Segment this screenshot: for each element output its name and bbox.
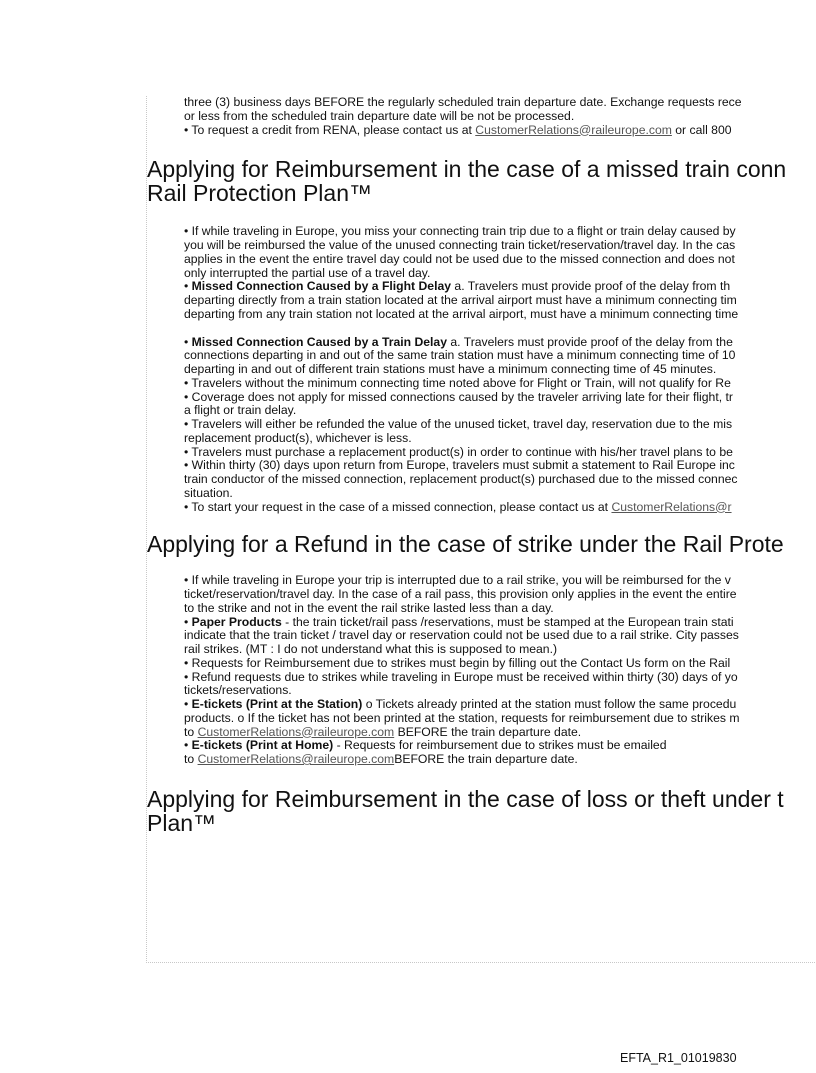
bold-term: E-tickets (Print at Home): [191, 738, 334, 753]
text-line: • If while traveling in Europe, you miss your connecting train trip due to a flight or train delay caused by: [184, 224, 736, 239]
text-run: BEFORE the train departure date.: [394, 724, 582, 739]
text-line: to the strike and not in the event the rail strike lasted less than a day.: [184, 600, 554, 615]
email-link[interactable]: CustomerRelations@raileurope.com: [475, 122, 672, 137]
strike-paragraph: [184, 574, 816, 767]
text-line: • Travelers must purchase a replacement product(s) in order to continue with his/her travel plans to be: [184, 444, 733, 459]
text-line: • Paper Products - the train ticket/rail pass /reservations, must be stamped at the European train stati: [184, 614, 734, 629]
section-heading-loss-theft: [147, 787, 816, 835]
intro-paragraph: [184, 96, 816, 137]
bold-term: Missed Connection Caused by a Train Delay: [191, 334, 447, 349]
missed-connection-paragraph: [184, 225, 816, 514]
text-line: departing from any train station not located at the arrival airport, must have a minimum connecting time: [184, 306, 739, 321]
text-line: • E-tickets (Print at the Station) o Tickets already printed at the station must follow the same procedu: [184, 697, 737, 711]
text-line: [184, 753, 816, 767]
text-line: • Travelers will either be refunded the value of the unused ticket, travel day, reservation due to the mis: [184, 417, 733, 431]
text-run: - Requests for reimbursement due to strikes must be emailed: [333, 738, 667, 753]
section-heading-strike-refund: [147, 532, 816, 556]
text-line: • E-tickets (Print at Home) - Requests for reimbursement due to strikes must be emailed: [184, 738, 667, 753]
text-run: or call 800: [671, 122, 732, 137]
text-line: indicate that the train ticket / travel day or reservation could not be used due to a rail strike. City passes: [184, 628, 739, 643]
text-run: a. Travelers must provide proof of the delay from the: [447, 334, 733, 349]
text-line: a flight or train delay.: [184, 403, 297, 418]
heading-line: Applying for Reimbursement in the case of loss or theft under t: [147, 785, 784, 812]
text-line: [184, 124, 816, 138]
document-id-footer: EFTA_R1_01019830: [620, 1051, 737, 1065]
text-run: • To start your request in the case of a missed connection, please contact us at: [184, 499, 612, 514]
text-line: replacement product(s), whichever is less.: [184, 430, 412, 445]
text-line: or less from the scheduled train departure date will be not be processed.: [184, 108, 575, 123]
text-line: departing in and out of different train stations must have a minimum connecting time of 45 minutes.: [184, 362, 717, 376]
section-heading-missed-connection: [147, 157, 816, 205]
text-line: • If while traveling in Europe your trip is interrupted due to a rail strike, you will be reimbursed for the v: [184, 573, 731, 588]
text-run: to: [184, 724, 198, 739]
heading-line: Applying for Reimbursement in the case of a missed train conn: [147, 156, 787, 183]
text-line: you will be reimbursed the value of the unused connecting train ticket/reservation/travel day. In the cas: [184, 238, 736, 252]
text-line: only interrupted the partial use of a travel day.: [184, 265, 431, 280]
text-line: • Requests for Reimbursement due to strikes must begin by filling out the Contact Us form on the Rail: [184, 655, 731, 670]
document-frame: [146, 96, 816, 963]
text-line: three (3) business days BEFORE the regularly scheduled train departure date. Exchange requests rece: [184, 96, 742, 109]
text-line: • Refund requests due to strikes while traveling in Europe must be received within thirty (30) days of yo: [184, 669, 738, 684]
text-line: • Within thirty (30) days upon return from Europe, travelers must submit a statement to Rail Europe inc: [184, 458, 735, 473]
text-line: connections departing in and out of the same train station must have a minimum connecting time of 10: [184, 348, 736, 363]
text-run: BEFORE the train departure date.: [394, 752, 578, 766]
text-run: o Tickets already printed at the station must follow the same procedu: [362, 697, 737, 711]
heading-line: Applying for a Refund in the case of strike under the Rail Prote: [147, 531, 784, 558]
text-line: applies in the event the entire travel day could not be used due to the missed connection and does not: [184, 251, 735, 266]
text-line: tickets/reservations.: [184, 683, 292, 698]
text-line: products. o If the ticket has not been printed at the station, requests for reimbursement due to strikes m: [184, 710, 740, 725]
heading-line: Plan™: [147, 809, 217, 836]
text-line: • Missed Connection Caused by a Train Delay a. Travelers must provide proof of the delay from the: [184, 334, 733, 349]
email-link[interactable]: CustomerRelations@raileurope.com: [197, 752, 395, 766]
text-line: departing directly from a train station located at the arrival airport must have a minimum connecting tim: [184, 293, 737, 307]
text-line: train conductor of the missed connection, replacement product(s) purchased due to the missed connec: [184, 472, 738, 486]
text-line: • Missed Connection Caused by a Flight Delay a. Travelers must provide proof of the delay from th: [184, 279, 731, 294]
paragraph-gap: [184, 322, 816, 336]
heading-line: Rail Protection Plan™: [147, 180, 372, 207]
bold-term: Paper Products: [191, 614, 282, 629]
text-line: • Travelers without the minimum connecting time noted above for Flight or Train, will not qualify for Re: [184, 375, 731, 390]
text-line: ticket/reservation/travel day. In the case of a rail pass, this provision only applies in the event the entire: [184, 587, 737, 601]
text-line: rail strikes. (MT : I do not understand what this is supposed to mean.): [184, 642, 558, 656]
text-run: • To request a credit from RENA, please contact us at: [184, 122, 476, 137]
text-line: [184, 501, 816, 515]
bold-term: E-tickets (Print at the Station): [191, 697, 363, 711]
text-run: to: [184, 752, 198, 766]
text-run: a. Travelers must provide proof of the delay from th: [451, 279, 731, 294]
document-body: [147, 96, 816, 835]
text-run: - the train ticket/rail pass /reservations, must be stamped at the European train stati: [281, 614, 734, 629]
email-link[interactable]: CustomerRelations@raileurope.com: [197, 724, 395, 739]
bold-term: Missed Connection Caused by a Flight Delay: [191, 279, 452, 294]
text-line: • Coverage does not apply for missed connections caused by the traveler arriving late for their flight, tr: [184, 389, 733, 404]
text-line: situation.: [184, 485, 233, 500]
email-link[interactable]: CustomerRelations@r: [611, 499, 732, 514]
text-line: [184, 726, 816, 740]
